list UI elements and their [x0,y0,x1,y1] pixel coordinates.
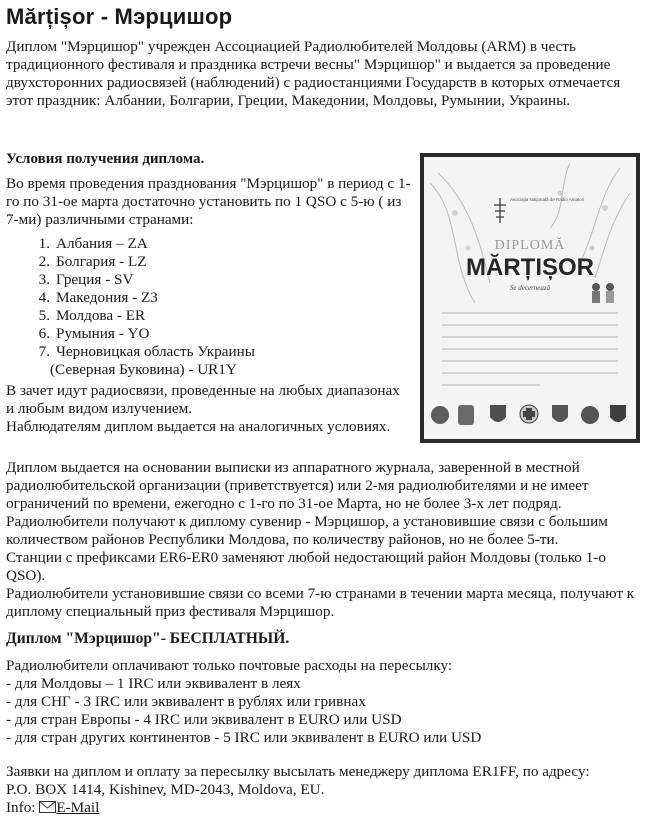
postage-item: - для Молдовы – 1 IRC или эквивалент в леях [6,675,301,692]
country-item [6,343,411,361]
free-heading: Диплом "Мэрцишор"- БЕСПЛАТНЫЙ. [6,630,290,647]
country-text: Албания – ZA [56,235,148,252]
postage-intro: Радиолюбители оплачивают только почтовые расходы на пересылку: [6,657,453,674]
country-list [6,235,411,379]
country-number: 6. [38,325,50,342]
country-number: 7. [38,343,50,360]
country-number: 5. [38,307,50,324]
country-text: Румыния - YO [56,325,150,342]
conditions-intro: Во время проведения празднования "Мэрцишор" в период с 1-го по 31-ое марта достаточно установить по 1 QSO с 5-ю ( из 7-ми) различными странами: [6,175,411,228]
apply-text: Заявки на диплом и оплату за пересылку высылать менеджеру диплома ER1FF, по адресу: [6,763,590,780]
intro-paragraph: Диплом "Мэрцишор" учрежден Ассоциацией Радиолюбителей Молдовы (ARM) в честь традиционного фестиваля и праздника встречи весны" Мэрцишор" и выдается за проведение двухсторонних радиосвязей (наблюдений) с радиостанциями Государств в которых отмечается этот праздник: Албании, Болгарии, Греции, Македонии, Молдовы, Румынии, Украины. [6,38,621,109]
diploma-image [420,153,640,443]
country-text: Болгария - LZ [56,253,147,270]
country-text: Черновицкая область Украины [56,343,255,360]
country-number: 1. [38,235,50,252]
postage-item: - для стран Европы - 4 IRC или эквивалент в EURO или USD [6,711,402,728]
diploma-illustration [420,153,640,443]
details-section [6,459,638,621]
email-link[interactable]: E-Mail [56,799,100,816]
country-item [6,235,411,253]
country-number: 2. [38,253,50,270]
info-label: Info: [6,799,36,816]
country-item [6,307,411,325]
diploma-title-main: MĂRȚIȘOR [466,254,594,281]
page-title: Mărțișor - Мэрцишор [6,4,233,29]
swl-note: Наблюдателям диплом выдается на аналогичных условиях. [6,418,391,435]
country-item [6,271,411,289]
envelope-icon [39,800,56,818]
diploma-org-text: Asociaţia Naţională de Radio Amatori [510,197,585,202]
conditions-heading: Условия получения диплома. [6,151,205,167]
postage-item: - для стран других континентов - 5 IRC или эквивалент в EURO или USD [6,729,482,746]
country-text: Греция - SV [56,271,134,288]
prefix-paragraph: Станции с префиксами ER6-ER0 заменяют любой недостающий район Молдовы (только 1-о QSO). [6,549,606,584]
country-text: Македония - Z3 [56,289,158,306]
country-item [6,325,411,343]
postage-section [6,657,638,747]
conditions-section [6,175,411,436]
country-text: Молдова - ER [56,307,146,324]
address: P.O. BOX 1414, Kishinev, MD-2043, Moldova, EU. [6,781,325,798]
souvenir-paragraph: Радиолюбители получают к диплому сувенир - Мэрцишор, а установившие связи с большим количеством районов Республики Молдова, по количеству районов, но не более 5-ти. [6,513,608,548]
apply-section [6,763,638,818]
prize-paragraph: Радиолюбители установившие связи со всеми 7-ю странами в течении марта месяца, получают к диплому специальный приз фестиваля Мэрцишор. [6,585,635,620]
country-number: 3. [38,271,50,288]
info-line [6,799,638,818]
country-item [6,253,411,271]
country-number: 4. [38,289,50,306]
diploma-subtitle: Se decernează [509,284,551,292]
issue-paragraph: Диплом выдается на основании выписки из аппаратного журнала, заверенной в местной радиолюбительской организации (приветствуется) или 2-мя радиолюбителями и не имеет ограничений по времени, ежегодно с 1-го по 31-ое Марта, но не более 3-х лет подряд. [6,459,589,512]
bands-note: В зачет идут радиосвязи, проведенные на любых диапазонах и любым видом излучением. [6,382,400,417]
country-item [6,289,411,307]
country-item-continuation: (Северная Буковина) - UR1Y [50,361,237,378]
postage-item: - для СНГ - 3 IRC или эквивалент в рублях или гривнах [6,693,366,710]
diploma-title-top: DIPLOMĂ [494,238,566,253]
